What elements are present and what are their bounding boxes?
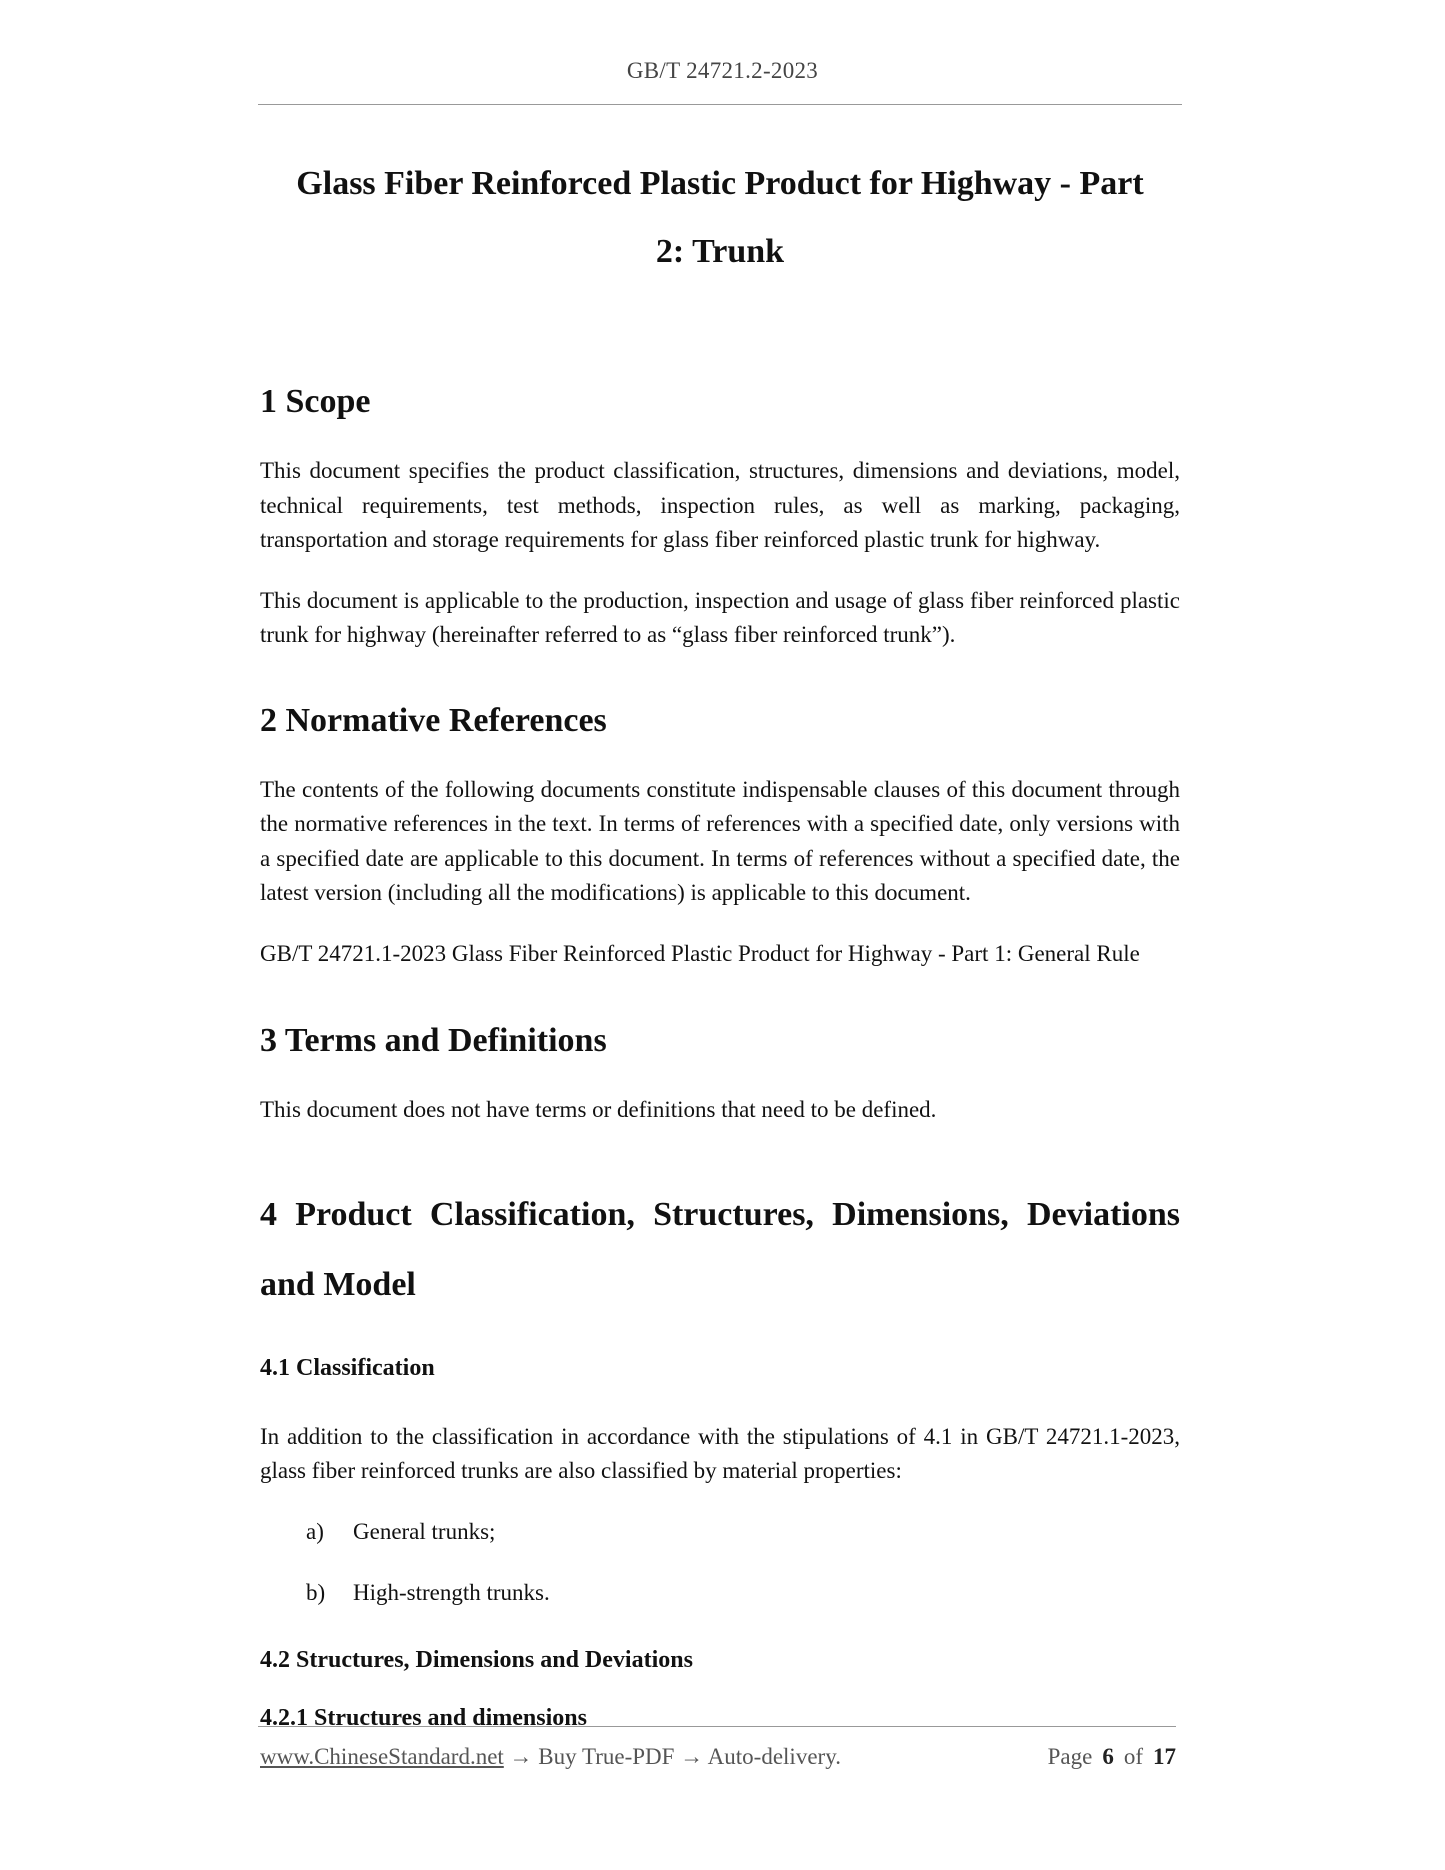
- terms-paragraph: This document does not have terms or definitions that need to be defined.: [260, 1097, 937, 1122]
- scope-paragraph-1: This document specifies the product classification, structures, dimensions and deviations, model, technical requirements, test methods, inspection rules, as well as marking, packaging, transportation and storage requirements for glass fiber reinforced plastic trunk for highway.: [260, 458, 1180, 552]
- header-divider: [258, 104, 1182, 105]
- footer-promo: [260, 1744, 841, 1770]
- page-current: 6: [1102, 1744, 1114, 1769]
- subsection-heading-classification: 4.1 Classification: [260, 1354, 435, 1381]
- page-footer: [260, 1744, 1176, 1770]
- scope-paragraph-2: This document is applicable to the production, inspection and usage of glass fiber reinforced plastic trunk for highway (hereinafter referred to as “glass fiber reinforced trunk”).: [260, 587, 1180, 647]
- page-of: of: [1123, 1744, 1143, 1769]
- footer-divider: [258, 1726, 1176, 1727]
- arrow-right-icon: →: [680, 1744, 704, 1769]
- website-link[interactable]: www.ChineseStandard.net: [260, 1744, 504, 1769]
- page-label: Page: [1047, 1744, 1093, 1769]
- section-heading-product: [260, 1180, 1180, 1320]
- list-item: [306, 1515, 1180, 1549]
- subsection-heading-structures: 4.2 Structures, Dimensions and Deviations: [260, 1646, 693, 1673]
- normative-references-paragraph: The contents of the following documents constitute indispensable clauses of this document through the normative references in the text. In terms of references with a specified date, only versions with a specified date are applicable to this document. In terms of references without a specified date, the latest version (including all the modifications) is applicable to this document.: [260, 776, 1180, 905]
- list-item-text: General trunks;: [353, 1518, 496, 1544]
- document-title: [260, 150, 1180, 286]
- page-header-standard-code: GB/T 24721.2-2023: [626, 58, 819, 83]
- list-item: [306, 1576, 1180, 1610]
- section-heading-product-line2: and Model: [260, 1265, 416, 1303]
- auto-delivery-text: Auto-delivery.: [707, 1744, 841, 1769]
- section-heading-product-line1: 4 Product Classification, Structures, Dimensions, Deviations: [260, 1195, 1180, 1233]
- list-item-marker: a): [306, 1518, 324, 1544]
- section-heading-terms: 3 Terms and Definitions: [260, 1022, 607, 1059]
- document-title-line2: 2: Trunk: [655, 233, 785, 270]
- list-item-text: High-strength trunks.: [353, 1579, 550, 1605]
- classification-paragraph: In addition to the classification in accordance with the stipulations of 4.1 in GB/T 24721.1-2023, glass fiber reinforced trunks are also classified by material properties:: [260, 1423, 1180, 1483]
- buy-true-pdf-text: Buy True-PDF: [538, 1744, 675, 1769]
- document-title-line1: Glass Fiber Reinforced Plastic Product for Highway - Part: [296, 165, 1144, 202]
- page-total: 17: [1153, 1744, 1176, 1769]
- arrow-right-icon: →: [509, 1744, 533, 1769]
- subsubsection-heading-structures-dimensions: 4.2.1 Structures and dimensions: [260, 1704, 587, 1731]
- document-body: [260, 150, 1180, 1734]
- classification-list: [260, 1515, 1180, 1610]
- section-heading-scope: 1 Scope: [260, 383, 371, 420]
- page-number: [1048, 1744, 1176, 1770]
- normative-reference-item: GB/T 24721.1-2023 Glass Fiber Reinforced Plastic Product for Highway - Part 1: General Rule: [260, 940, 1140, 966]
- section-heading-normative-references: 2 Normative References: [260, 701, 607, 739]
- list-item-marker: b): [306, 1579, 326, 1605]
